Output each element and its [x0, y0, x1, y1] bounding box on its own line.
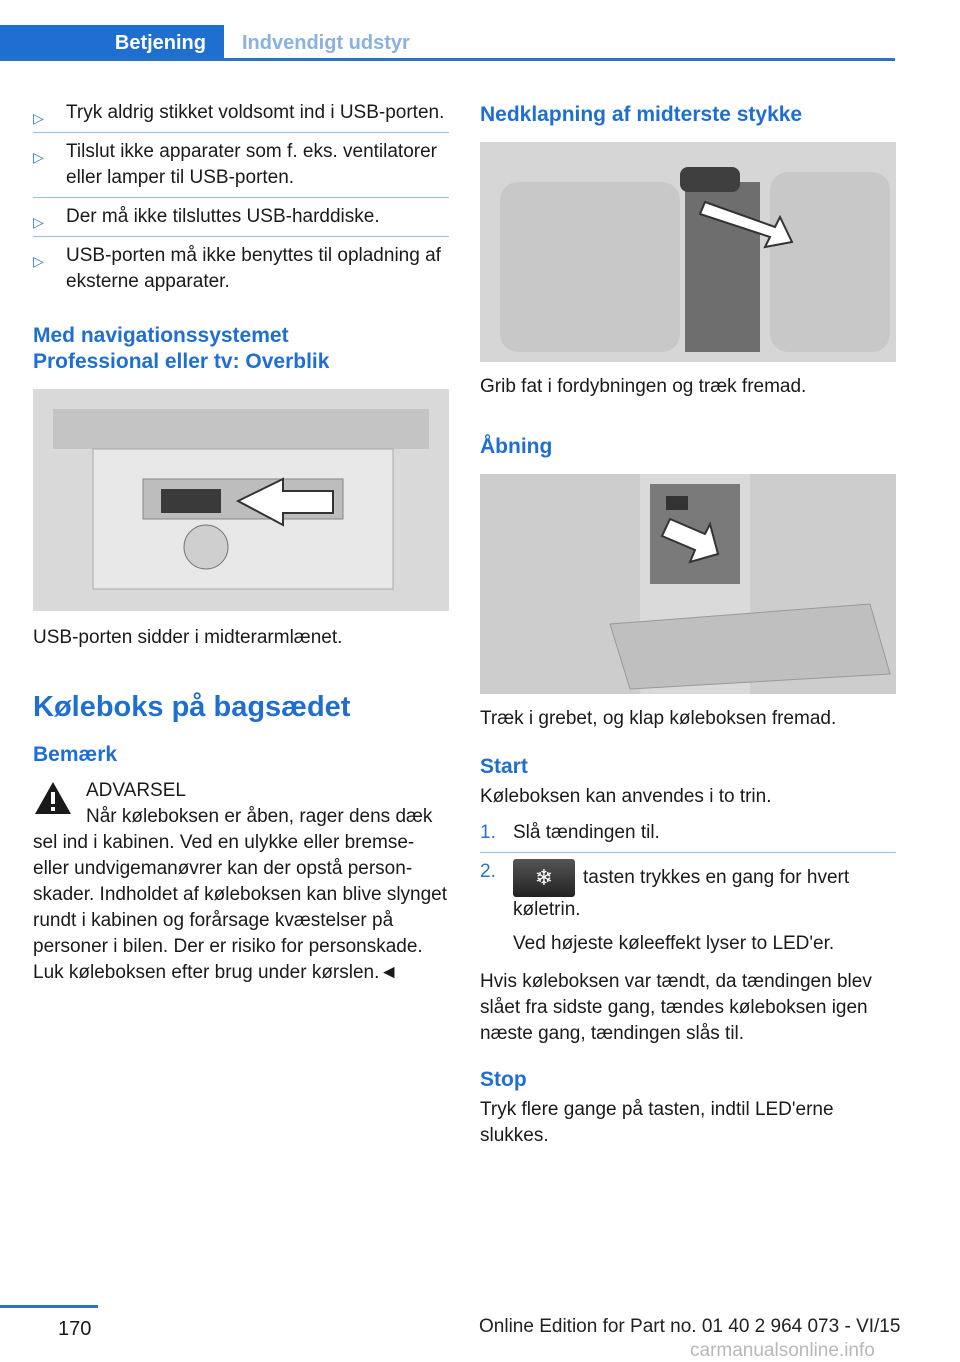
fold-heading: Nedklapning af midterste stykke [480, 103, 803, 126]
triangle-bullet-icon: ▷ [33, 214, 44, 230]
warning-label: ADVARSEL [86, 780, 186, 801]
note-heading: Bemærk [33, 743, 118, 766]
edition-text: Online Edition for Part no. 01 40 2 964 073 - VI/15 [479, 1316, 901, 1337]
nav-heading: Med navigationssystemet Professional eller tv: Overblik [33, 324, 330, 373]
snowflake-button-icon: ❄ [513, 859, 575, 897]
list-item: ▷ Der må ikke tilsluttes USB-harddiske. [33, 204, 449, 237]
header-line [0, 58, 895, 61]
fold-seat-photo [480, 142, 896, 362]
start-heading: Start [480, 755, 528, 778]
triangle-bullet-icon: ▷ [33, 110, 44, 126]
open-cooler-photo [480, 474, 896, 694]
list-item: ▷ Tilslut ikke apparater som f. eks. ventilatorer eller lamper til USB-porten. [33, 139, 449, 198]
right-column [480, 100, 896, 1149]
triangle-bullet-icon: ▷ [33, 149, 44, 165]
open-heading: Åbning [480, 435, 553, 458]
footer-line [0, 1305, 98, 1308]
page-number: 170 [58, 1318, 92, 1340]
triangle-bullet-icon: ▷ [33, 253, 44, 269]
stop-heading: Stop [480, 1068, 527, 1091]
start-paragraph: Hvis køleboksen var tændt, da tændingen blev slået fra sidste gang, tændes køleboksen igen næste gang, tændingen slås til. [480, 971, 872, 1044]
tab-indvendigt-udstyr[interactable]: Indvendigt udstyr [242, 31, 410, 54]
warning-text: sel ind i kabinen. Ved en ulykke eller bremse- eller undvigemanøvrer kan der opstå personskader. Indholdet af køleboksen kan blive slynget rundt i kabinen og forårsage kvæstelser på personer i bilen. Der er risiko for personskade. Luk køleboksen efter brug under kørslen.◄ [33, 832, 448, 983]
start-steps [480, 820, 896, 963]
usb-caption: USB-porten sidder i midterarmlænet. [33, 627, 343, 648]
start-intro: Køleboksen kan anvendes i to trin. [480, 786, 772, 807]
tab-betjening[interactable]: Betjening [0, 25, 224, 61]
usb-warnings-list [33, 100, 449, 301]
watermark: carmanualsonline.info [690, 1340, 875, 1361]
stop-paragraph: Tryk flere gange på tasten, indtil LED'erne slukkes. [480, 1099, 834, 1146]
list-item: ▷ Tryk aldrig stikket voldsomt ind i USB-porten. [33, 100, 449, 133]
list-item: 1. Slå tændingen til. [480, 820, 896, 853]
section-title: Køleboks på bagsædet [33, 691, 351, 723]
header-bar [0, 25, 895, 61]
list-item: 2. ❄ tasten trykkes en gang for hvert køletrin. Ved højeste køleeffekt lyser to LED'er. [480, 859, 896, 963]
usb-port-photo [33, 389, 449, 611]
open-caption: Træk i grebet, og klap køleboksen fremad. [480, 708, 837, 729]
list-item: ▷ USB-porten må ikke benyttes til opladning af eksterne apparater. [33, 245, 441, 292]
left-column [33, 100, 449, 986]
fold-caption: Grib fat i fordybningen og træk fremad. [480, 376, 807, 397]
step2-note: Ved højeste køleeffekt lyser to LED'er. [513, 933, 835, 954]
warning-block [33, 778, 449, 986]
warning-first-line: Når køleboksen er åben, rager dens dæk [86, 806, 433, 827]
warning-triangle-icon [33, 780, 73, 824]
